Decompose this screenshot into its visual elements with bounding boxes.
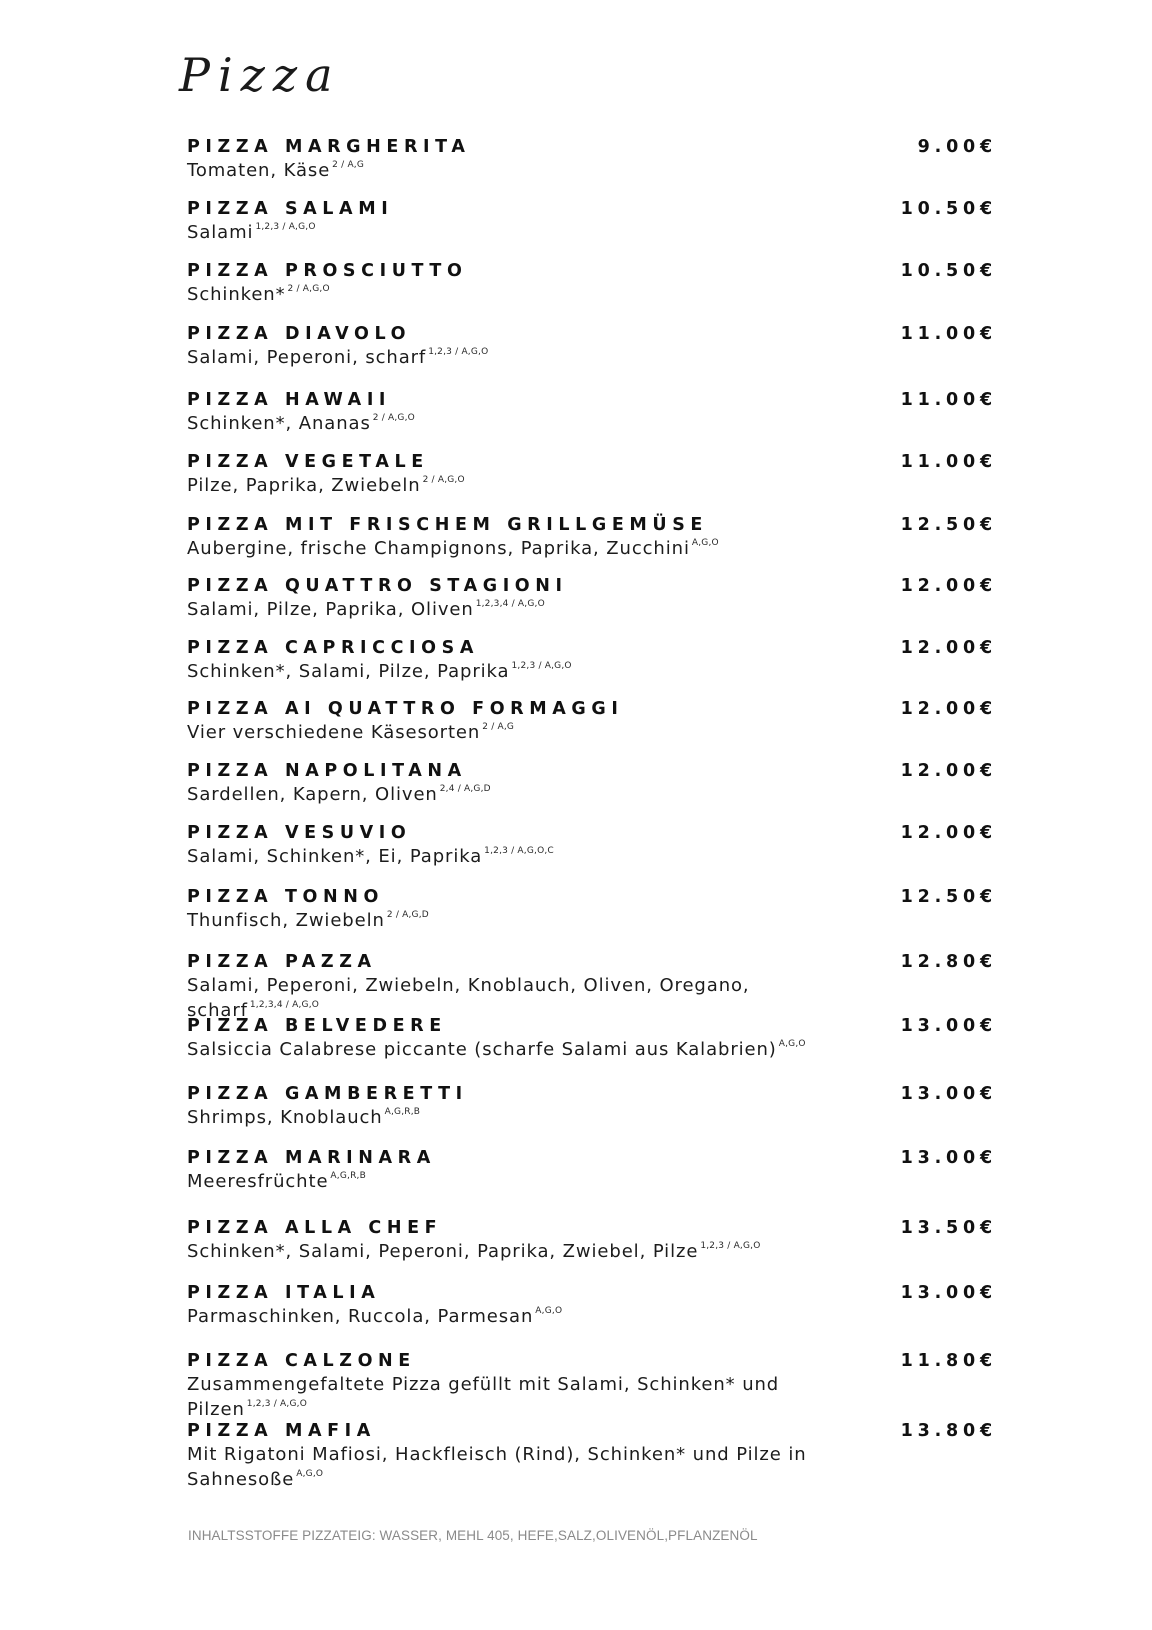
item-price: 12.00€ [900,576,997,596]
item-name: PIZZA GAMBERETTI [187,1084,468,1104]
item-name: PIZZA MARGHERITA [187,137,471,157]
item-name: PIZZA AI QUATTRO FORMAGGI [187,699,624,719]
item-description-text: Salami [187,222,254,243]
item-price: 12.50€ [900,887,997,907]
allergen-codes: 2 / A,G,O [372,413,415,423]
allergen-codes: 2 / A,G [482,722,515,732]
item-name: PIZZA ITALIA [187,1283,381,1303]
item-price: 13.00€ [900,1016,997,1036]
item-description-text: Sardellen, Kapern, Oliven [187,784,438,805]
page-title: Pizza [179,48,341,102]
item-description-text: Schinken*, Ananas [187,413,371,434]
item-name: PIZZA SALAMI [187,199,394,219]
item-name: PIZZA PROSCIUTTO [187,261,468,281]
item-price: 11.00€ [900,324,997,344]
item-name: PIZZA CALZONE [187,1351,416,1371]
item-description [187,1169,827,1194]
item-price: 13.50€ [900,1218,997,1238]
item-description-text: Shrimps, Knoblauch [187,1107,383,1128]
item-description [187,411,827,436]
allergen-codes: A,G,O [296,1469,324,1479]
item-price: 13.00€ [900,1084,997,1104]
item-description-text: Mit Rigatoni Mafiosi, Hackfleisch (Rind), Schinken* und Pilze in Sahnesoße [187,1444,807,1490]
item-price: 10.50€ [900,261,997,281]
item-price: 10.50€ [900,199,997,219]
item-description-text: Vier verschiedene Käsesorten [187,722,481,743]
item-name: PIZZA QUATTRO STAGIONI [187,576,568,596]
allergen-codes: A,G,R,B [384,1107,421,1117]
item-description [187,659,827,684]
item-description [187,1105,827,1130]
item-description-text: Salsiccia Calabrese piccante (scharfe Salami aus Kalabrien) [187,1039,777,1060]
item-description [187,1442,827,1492]
item-price: 13.80€ [900,1421,997,1441]
item-price: 12.00€ [900,699,997,719]
item-description-text: Thunfisch, Zwiebeln [187,910,385,931]
item-description [187,844,827,869]
allergen-codes: 1,2,3 / A,G,O [255,222,316,232]
item-description-text: Salami, Peperoni, scharf [187,347,427,368]
allergen-codes: 1,2,3 / A,G,O,C [484,846,554,856]
item-description [187,1239,827,1264]
allergen-codes: 1,2,3 / A,G,O [246,1399,307,1409]
item-description [187,220,827,245]
item-description-text: Parmaschinken, Ruccola, Parmesan [187,1306,534,1327]
item-description-text: Salami, Schinken*, Ei, Paprika [187,846,483,867]
item-description-text: Zusammengefaltete Pizza gefüllt mit Salami, Schinken* und Pilzen [187,1374,780,1420]
allergen-codes: A,G,O [778,1039,806,1049]
allergen-codes: 2,4 / A,G,D [439,784,491,794]
item-name: PIZZA ALLA CHEF [187,1218,443,1238]
item-price: 12.00€ [900,638,997,658]
allergen-codes: 1,2,3 / A,G,O [511,661,572,671]
item-description [187,536,827,561]
item-name: PIZZA MAFIA [187,1421,376,1441]
item-price: 9.00€ [917,137,997,157]
item-description [187,782,827,807]
item-description-text: Schinken*, Salami, Pilze, Paprika [187,661,510,682]
allergen-codes: 1,2,3 / A,G,O [700,1241,761,1251]
item-price: 11.00€ [900,452,997,472]
item-description [187,1372,827,1422]
item-name: PIZZA VEGETALE [187,452,429,472]
item-description [187,1037,827,1062]
item-description-text: Meeresfrüchte [187,1171,329,1192]
item-name: PIZZA NAPOLITANA [187,761,467,781]
item-name: PIZZA PAZZA [187,952,377,972]
item-price: 12.00€ [900,823,997,843]
item-description [187,158,827,183]
item-description-text: Salami, Pilze, Paprika, Oliven [187,599,474,620]
item-price: 12.50€ [900,515,997,535]
item-description [187,908,827,933]
allergen-codes: 2 / A,G,O [422,475,465,485]
ingredients-footnote: INHALTSSTOFFE PIZZATEIG: WASSER, MEHL 405, HEFE,SALZ,OLIVENÖL,PFLANZENÖL [188,1528,758,1543]
allergen-codes: 2 / A,G,D [386,910,429,920]
allergen-codes: 2 / A,G,O [287,284,330,294]
item-name: PIZZA BELVEDERE [187,1016,447,1036]
item-price: 11.80€ [900,1351,997,1371]
item-name: PIZZA DIAVOLO [187,324,412,344]
item-price: 11.00€ [900,390,997,410]
item-price: 13.00€ [900,1148,997,1168]
item-description-text: Tomaten, Käse [187,160,331,181]
item-name: PIZZA VESUVIO [187,823,412,843]
item-description-text: Pilze, Paprika, Zwiebeln [187,475,421,496]
item-description [187,345,827,370]
item-description [187,597,827,622]
item-description-text: Schinken* [187,284,286,305]
allergen-codes: A,G,O [535,1306,563,1316]
item-description-text: Salami, Peperoni, Zwiebeln, Knoblauch, Oliven, Oregano, scharf [187,975,750,1021]
item-price: 12.80€ [900,952,997,972]
allergen-codes: A,G,R,B [330,1171,366,1181]
allergen-codes: 1,2,3,4 / A,G,O [475,599,545,609]
allergen-codes: 2 / A,G [332,160,365,170]
item-description [187,282,827,307]
item-price: 12.00€ [900,761,997,781]
item-name: PIZZA MARINARA [187,1148,436,1168]
item-description [187,720,827,745]
allergen-codes: A,G,O [691,538,719,548]
item-name: PIZZA CAPRICCIOSA [187,638,479,658]
allergen-codes: 1,2,3 / A,G,O [428,347,489,357]
item-price: 13.00€ [900,1283,997,1303]
item-description-text: Aubergine, frische Champignons, Paprika, Zucchini [187,538,690,559]
item-name: PIZZA HAWAII [187,390,392,410]
allergen-codes: 1,2,3,4 / A,G,O [249,1000,320,1010]
item-description-text: Schinken*, Salami, Peperoni, Paprika, Zwiebel, Pilze [187,1241,699,1262]
item-description [187,1304,827,1329]
item-name: PIZZA TONNO [187,887,384,907]
item-name: PIZZA MIT FRISCHEM GRILLGEMÜSE [187,515,708,535]
item-description [187,473,827,498]
